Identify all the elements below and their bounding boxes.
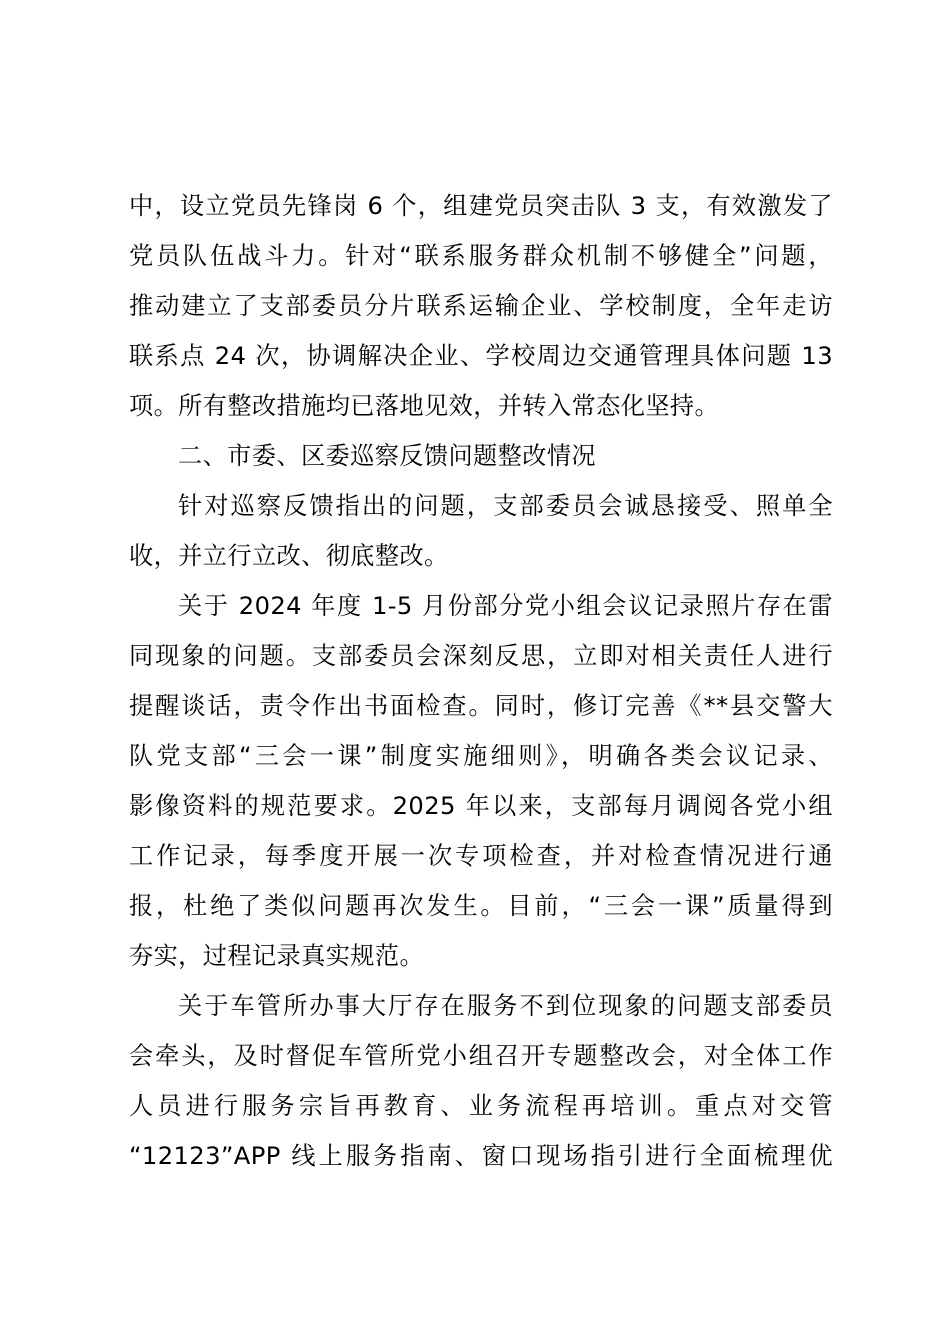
text-line: 推动建立了支部委员分片联系运输企业、学校制度，全年走访 [129,292,833,320]
section-heading-text: 二、市委、区委巡察反馈问题整改情况 [178,442,596,470]
paragraph-rectification-summary [129,181,833,431]
text-line: 党员队伍战斗力。针对“联系服务群众机制不够健全”问题， [129,242,833,270]
paragraph-meeting-records [129,581,833,981]
text-line: 中，设立党员先锋岗 6 个，组建党员突击队 3 支，有效激发了 [129,192,833,220]
paragraph-inspection-intro [129,481,833,581]
text-line: 关于车管所办事大厅存在服务不到位现象的问题支部委员 [178,992,833,1020]
section-heading [129,431,833,481]
text-line: 收，并立行立改、彻底整改。 [129,542,449,570]
text-line: 影像资料的规范要求。2025 年以来，支部每月调阅各党小组 [129,792,833,820]
text-line: 提醒谈话，责令作出书面检查。同时，修订完善《**县交警大 [129,692,833,720]
paragraph-vehicle-admin-service [129,981,833,1181]
text-line: 同现象的问题。支部委员会深刻反思，立即对相关责任人进行 [129,642,833,670]
text-line: 关于 2024 年度 1-5 月份部分党小组会议记录照片存在雷 [178,592,833,620]
text-line: 人员进行服务宗旨再教育、业务流程再培训。重点对交管 [129,1092,833,1120]
document-body [129,181,833,1181]
text-line: 会牵头，及时督促车管所党小组召开专题整改会，对全体工作 [129,1042,833,1070]
text-line: 联系点 24 次，协调解决企业、学校周边交通管理具体问题 13 [129,342,833,370]
text-line: 夯实，过程记录真实规范。 [129,942,425,970]
text-line: 项。所有整改措施均已落地见效，并转入常态化坚持。 [129,392,720,420]
text-line: 针对巡察反馈指出的问题，支部委员会诚恳接受、照单全 [178,492,833,520]
text-line: 报，杜绝了类似问题再次发生。目前，“三会一课”质量得到 [129,892,833,920]
text-line: 队党支部“三会一课”制度实施细则》，明确各类会议记录、 [129,742,833,770]
text-line: “12123”APP 线上服务指南、窗口现场指引进行全面梳理优 [129,1142,833,1170]
text-line: 工作记录，每季度开展一次专项检查，并对检查情况进行通 [129,842,833,870]
